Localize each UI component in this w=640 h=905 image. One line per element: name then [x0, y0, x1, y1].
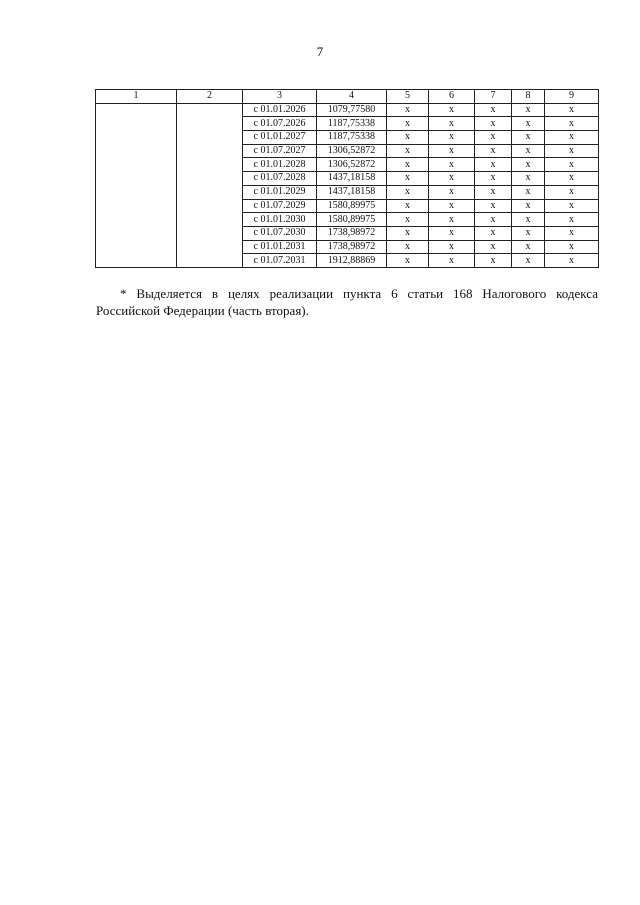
cell-col-6: x — [429, 117, 475, 131]
cell-col-9: x — [545, 226, 599, 240]
cell-col-9: x — [545, 213, 599, 227]
cell-col-7: x — [475, 199, 512, 213]
cell-col-6: x — [429, 144, 475, 158]
cell-col-7: x — [475, 117, 512, 131]
cell-col-6: x — [429, 103, 475, 117]
cell-col-5: x — [387, 199, 429, 213]
cell-col-8: x — [512, 172, 545, 186]
table-header-row — [96, 90, 599, 104]
cell-col-8: x — [512, 117, 545, 131]
cell-col-5: x — [387, 131, 429, 145]
cell-value: 1187,75338 — [317, 117, 387, 131]
cell-value: 1079,77580 — [317, 103, 387, 117]
header-col-6: 6 — [429, 90, 475, 104]
cell-col-7: x — [475, 240, 512, 254]
cell-col-6: x — [429, 254, 475, 268]
cell-col-8: x — [512, 185, 545, 199]
cell-col-7: x — [475, 185, 512, 199]
cell-period: с 01.01.2028 — [243, 158, 317, 172]
cell-col-6: x — [429, 213, 475, 227]
cell-col-6: x — [429, 131, 475, 145]
cell-col-7: x — [475, 226, 512, 240]
cell-col-7: x — [475, 172, 512, 186]
merged-cell-col-2 — [177, 103, 243, 267]
cell-col-8: x — [512, 144, 545, 158]
cell-period: с 01.07.2027 — [243, 144, 317, 158]
header-col-3: 3 — [243, 90, 317, 104]
cell-col-8: x — [512, 131, 545, 145]
cell-period: с 01.07.2028 — [243, 172, 317, 186]
cell-col-8: x — [512, 254, 545, 268]
cell-col-9: x — [545, 131, 599, 145]
merged-cell-col-1 — [96, 103, 177, 267]
cell-col-8: x — [512, 213, 545, 227]
cell-col-5: x — [387, 213, 429, 227]
cell-col-9: x — [545, 240, 599, 254]
cell-col-7: x — [475, 213, 512, 227]
table-body — [96, 103, 599, 267]
cell-col-9: x — [545, 117, 599, 131]
cell-col-6: x — [429, 172, 475, 186]
cell-col-8: x — [512, 240, 545, 254]
cell-col-5: x — [387, 117, 429, 131]
cell-col-5: x — [387, 172, 429, 186]
cell-period: с 01.07.2031 — [243, 254, 317, 268]
cell-col-9: x — [545, 158, 599, 172]
tariff-table — [95, 89, 599, 268]
table-row — [96, 103, 599, 117]
cell-value: 1738,98972 — [317, 240, 387, 254]
cell-col-9: x — [545, 172, 599, 186]
cell-col-9: x — [545, 199, 599, 213]
cell-period: с 01.07.2029 — [243, 199, 317, 213]
cell-col-8: x — [512, 103, 545, 117]
cell-col-7: x — [475, 103, 512, 117]
page-number: 7 — [316, 44, 324, 59]
header-col-2: 2 — [177, 90, 243, 104]
cell-col-6: x — [429, 158, 475, 172]
cell-col-8: x — [512, 226, 545, 240]
cell-value: 1187,75338 — [317, 131, 387, 145]
cell-col-9: x — [545, 144, 599, 158]
header-col-8: 8 — [512, 90, 545, 104]
cell-col-5: x — [387, 226, 429, 240]
cell-period: с 01.01.2026 — [243, 103, 317, 117]
cell-value: 1912,88869 — [317, 254, 387, 268]
cell-col-5: x — [387, 144, 429, 158]
header-col-4: 4 — [317, 90, 387, 104]
cell-col-5: x — [387, 240, 429, 254]
cell-col-7: x — [475, 158, 512, 172]
cell-period: с 01.01.2029 — [243, 185, 317, 199]
cell-col-9: x — [545, 185, 599, 199]
cell-col-8: x — [512, 199, 545, 213]
header-col-7: 7 — [475, 90, 512, 104]
cell-value: 1306,52872 — [317, 144, 387, 158]
cell-col-7: x — [475, 144, 512, 158]
header-col-5: 5 — [387, 90, 429, 104]
cell-col-7: x — [475, 131, 512, 145]
cell-col-5: x — [387, 158, 429, 172]
cell-value: 1306,52872 — [317, 158, 387, 172]
cell-period: с 01.07.2030 — [243, 226, 317, 240]
cell-col-9: x — [545, 254, 599, 268]
cell-col-7: x — [475, 254, 512, 268]
cell-period: с 01.07.2026 — [243, 117, 317, 131]
cell-col-6: x — [429, 240, 475, 254]
cell-value: 1738,98972 — [317, 226, 387, 240]
cell-period: с 01.01.2031 — [243, 240, 317, 254]
footnote: * Выделяется в целях реализации пункта 6 статьи 168 Налогового кодекса Российской Федерации (часть вторая). — [96, 286, 598, 318]
cell-col-5: x — [387, 254, 429, 268]
cell-period: с 01.01.2027 — [243, 131, 317, 145]
cell-value: 1580,89975 — [317, 213, 387, 227]
cell-col-6: x — [429, 199, 475, 213]
cell-value: 1437,18158 — [317, 185, 387, 199]
cell-period: с 01.01.2030 — [243, 213, 317, 227]
cell-col-5: x — [387, 103, 429, 117]
cell-col-6: x — [429, 185, 475, 199]
cell-col-9: x — [545, 103, 599, 117]
cell-col-8: x — [512, 158, 545, 172]
cell-col-5: x — [387, 185, 429, 199]
header-col-1: 1 — [96, 90, 177, 104]
cell-value: 1437,18158 — [317, 172, 387, 186]
cell-col-6: x — [429, 226, 475, 240]
header-col-9: 9 — [545, 90, 599, 104]
cell-value: 1580,89975 — [317, 199, 387, 213]
